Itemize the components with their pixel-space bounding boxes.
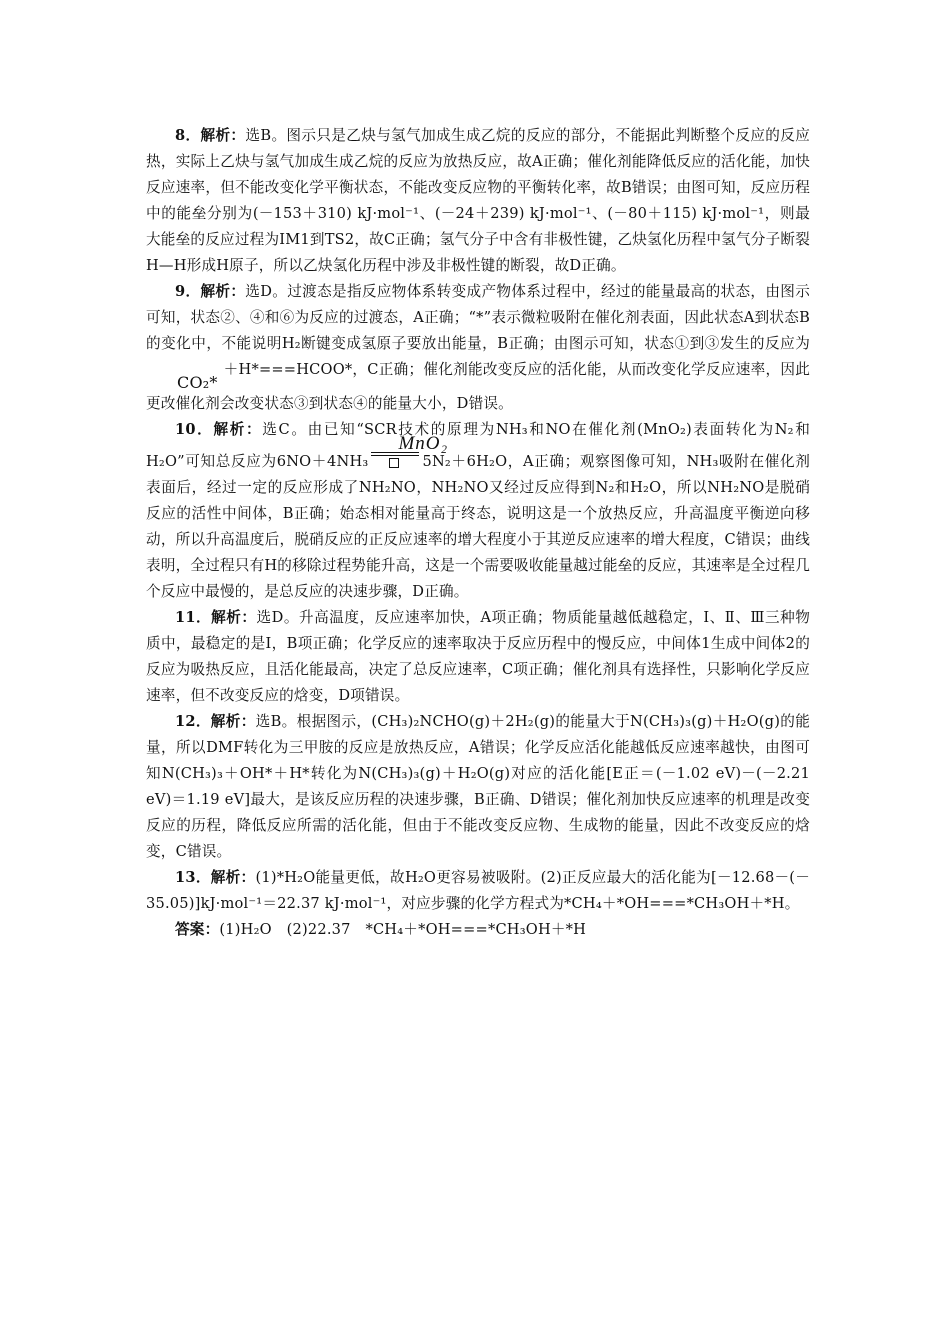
- answer-12-label: 12．解析：: [175, 713, 256, 730]
- answer-10-label: 10．解析：: [175, 421, 263, 438]
- final-answer-label: 答案：: [175, 921, 220, 938]
- answer-13-text: (1)*H₂O能量更低，故H₂O更容易被吸附。(2)正反应最大的活化能为[－12.68－(－35.05)]kJ·mol⁻¹＝22.37 kJ·mol⁻¹，对应步骤的化学方程式为*CH₄＋*OH===*CH₃OH＋*H。: [146, 869, 810, 912]
- answer-9-text-b: ＋H*===HCOO*，C正确；催化剂能改变反应的活化能，从而改变化学反应速率，因此更改催化剂会改变状态③到状态④的能量大小，D错误。: [146, 361, 810, 412]
- placeholder-box-icon: [389, 458, 399, 468]
- answer-12-text: 选B。根据图示，(CH₃)₂NCHO(g)＋2H₂(g)的能量大于N(CH₃)₃(g)＋H₂O(g)的能量，所以DMF转化为三甲胺的反应是放热反应，A错误；化学反应活化能越低反应速率越快，由图可知N(CH₃)₃＋OH*＋H*转化为N(CH₃)₃(g)＋H₂O(g)对应的活化能[E正＝(－1.02 eV)－(－2.21 eV)＝1.19 eV]最大，是该反应历程的决速步骤，B正确、D错误；催化剂加快反应速率的机理是改变反应的历程，降低反应所需的活化能，但由于不能改变反应物、生成物的能量，因此不改变反应的焓变，C错误。: [146, 713, 810, 860]
- answer-8: [146, 123, 810, 279]
- document-page: [146, 123, 810, 943]
- answer-11-text: 选D。升高温度，反应速率加快，A项正确；物质能量越低越稳定，Ⅰ、Ⅱ、Ⅲ三种物质中，最稳定的是Ⅰ，B项正确；化学反应的速率取决于反应历程中的慢反应，中间体1生成中间体2的反应为吸热反应，且活化能最高，决定了总反应速率，C项正确；催化剂具有选择性，只影响化学反应速率，但不改变反应的焓变，D项错误。: [146, 609, 810, 704]
- answer-11: [146, 605, 810, 709]
- answer-8-label: 8．解析：: [175, 127, 246, 144]
- final-answer: [146, 917, 810, 943]
- catalyst-label: MnO₂: [398, 433, 449, 454]
- final-answer-text: (1)H₂O (2)22.37 *CH₄＋*OH===*CH₃OH＋*H: [219, 921, 587, 938]
- answer-11-label: 11．解析：: [175, 609, 257, 626]
- answer-9-text-a: 选D。过渡态是指反应物体系转变成产物体系过程中，经过的能量最高的状态，由图示可知，状态②、④和⑥为反应的过渡态，A正确；“*”表示微粒吸附在催化剂表面，因此状态A到状态B的变化中，不能说明H₂断键变成氢原子要放出能量，B正确；由图示可知，状态①到③发生的反应为: [146, 283, 811, 352]
- equals-arrow-icon: [371, 452, 419, 456]
- answer-8-text: 选B。图示只是乙炔与氢气加成生成乙烷的反应的部分，不能据此判断整个反应的反应热，实际上乙炔与氢气加成生成乙烷的反应为放热反应，故A正确；催化剂能降低反应的活化能，加快反应速率，但不能改变化学平衡状态，不能改变反应物的平衡转化率，故B错误；由图可知，反应历程中的能垒分别为(－153＋310) kJ·mol⁻¹、(－24＋239) kJ·mol⁻¹、(－80＋115) kJ·mol⁻¹，则最大能垒的反应过程为IM1到TS2，故C正确；氢气分子中含有非极性键，乙炔氢化历程中氢气分子断裂H—H形成H原子，所以乙炔氢化历程中涉及非极性键的断裂，故D正确。: [146, 127, 811, 274]
- answer-9: [146, 279, 810, 417]
- answer-10: [146, 417, 810, 605]
- co2-adsorbed-formula: CO₂*: [177, 373, 218, 392]
- answer-13-label: 13．解析：: [175, 869, 256, 886]
- reaction-condition-arrow: [369, 433, 449, 469]
- answer-10-text-b: 5N₂＋6H₂O，A正确；观察图像可知，NH₃吸附在催化剂表面后，经过一定的反应形成了NH₂NO，NH₂NO又经过反应得到N₂和H₂O，所以NH₂NO是脱硝反应的活性中间体，B正确；始态相对能量高于终态，说明这是一个放热反应，升高温度平衡逆向移动，所以升高温度后，脱硝反应的正反应速率的增大程度小于其逆反应速率的增大程度，C错误；曲线表明，全过程只有H的移除过程势能升高，这是一个需要吸收能量越过能垒的反应，其速率是全过程几个反应中最慢的，是总反应的决速步骤，D正确。: [146, 453, 810, 600]
- answer-10-text-a: 选C。由已知“SCR技术的原理为NH₃和NO在催化剂(MnO₂)表面转化为N₂和H₂O”可知总反应为6NO＋4NH₃: [146, 421, 810, 470]
- answer-12: [146, 709, 810, 865]
- answer-13: [146, 865, 810, 917]
- answer-9-label: 9．解析：: [175, 283, 246, 300]
